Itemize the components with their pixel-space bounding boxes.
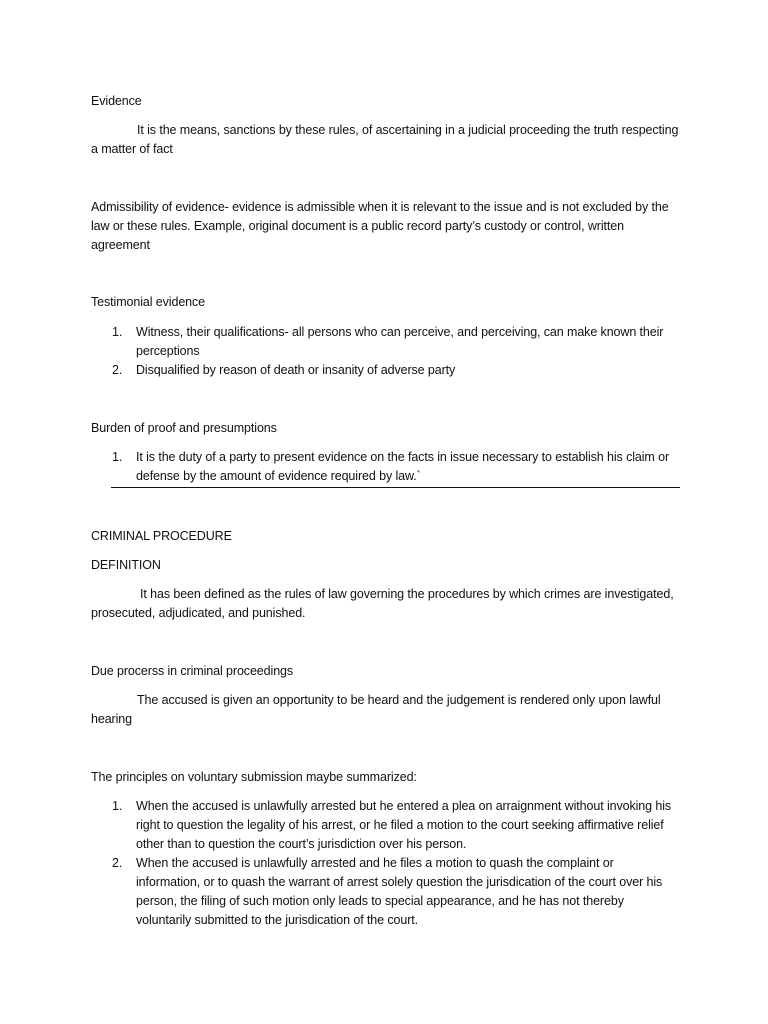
testimonial-list bbox=[91, 323, 681, 380]
due-process-text: The accused is given an opportunity to be heard and the judgement is rendered only upon lawful hearing bbox=[91, 693, 661, 726]
admissibility-paragraph: Admissibility of evidence- evidence is admissible when it is relevant to the issue and is not excluded by the law or these rules. Example, original document is a public record party’s custody or control, written agreement bbox=[91, 200, 669, 252]
due-process-heading: Due procerss in criminal proceedings bbox=[91, 664, 294, 678]
list-item-text: Witness, their qualifications- all persons who can perceive, and perceiving, can make known their perceptions bbox=[136, 325, 664, 358]
voluntary-submission-list bbox=[91, 797, 681, 930]
list-number: 2. bbox=[112, 363, 123, 377]
list-item bbox=[91, 361, 681, 380]
list-item bbox=[91, 323, 681, 361]
criminal-definition: It has been defined as the rules of law governing the procedures by which crimes are investigated, prosecuted, adjudicated, and punished. bbox=[91, 587, 674, 620]
horizontal-divider bbox=[111, 487, 680, 488]
list-number: 2. bbox=[112, 856, 123, 870]
criminal-procedure-heading: CRIMINAL PROCEDURE bbox=[91, 529, 232, 543]
voluntary-submission-heading: The principles on voluntary submission maybe summarized: bbox=[91, 770, 417, 784]
list-number: 1. bbox=[112, 799, 123, 813]
list-item bbox=[91, 797, 681, 854]
burden-heading: Burden of proof and presumptions bbox=[91, 421, 277, 435]
evidence-heading: Evidence bbox=[91, 94, 142, 108]
definition-heading: DEFINITION bbox=[91, 558, 161, 572]
list-number: 1. bbox=[112, 325, 123, 339]
list-number: 1. bbox=[112, 450, 123, 464]
burden-list bbox=[91, 448, 681, 486]
list-item-text: It is the duty of a party to present evidence on the facts in issue necessary to establish his claim or defense by the amount of evidence required by law.` bbox=[136, 450, 670, 483]
list-item-text: When the accused is unlawfully arrested and he files a motion to quash the complaint or information, or to quash the warrant of arrest solely question the jurisdication of the court over his person, the filing of such motion only leads to special appearance, and he has not thereby voluntarily submitted to the jurisdication of the court. bbox=[136, 856, 663, 927]
testimonial-heading: Testimonial evidence bbox=[91, 295, 206, 309]
list-item-text: When the accused is unlawfully arrested but he entered a plea on arraignment without invoking his right to question the legality of his arrest, or he filed a motion to the court seeking affirmative relief other than to question the court’s jurisdiction over his person. bbox=[136, 799, 672, 851]
evidence-definition: It is the means, sanctions by these rules, of ascertaining in a judicial proceeding the truth respecting a matter of fact bbox=[91, 123, 679, 156]
list-item bbox=[91, 854, 681, 930]
list-item-text: Disqualified by reason of death or insanity of adverse party bbox=[136, 363, 456, 377]
list-item bbox=[91, 448, 681, 486]
